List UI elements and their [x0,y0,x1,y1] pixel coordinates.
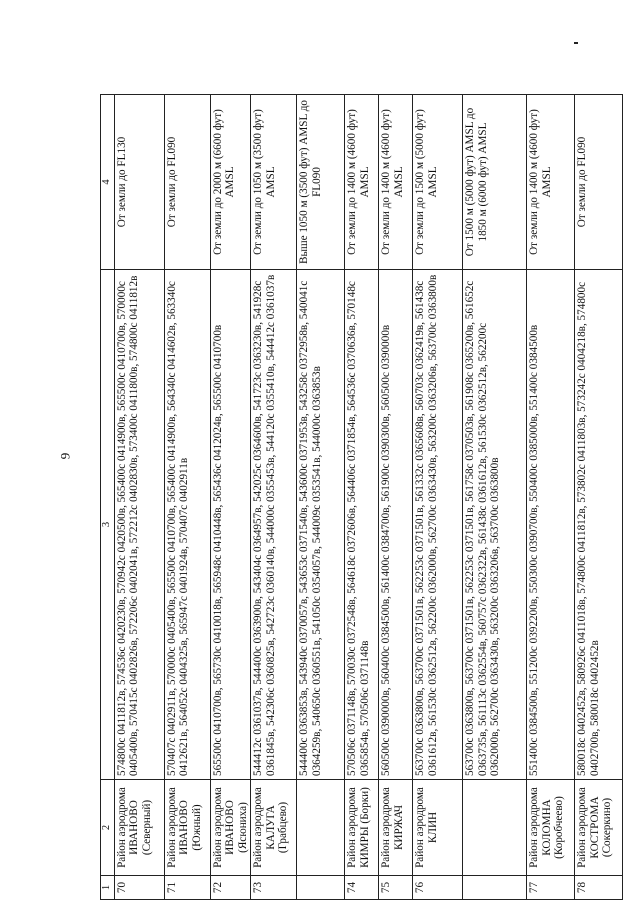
row-number [463,876,527,900]
row-number: 71 [164,876,210,900]
altitude-limits: От земли до FL090 [575,95,623,270]
aerodrome-name: Район аэродрома КИМРЫ (Борки) [345,780,379,876]
row-number: 77 [527,876,575,900]
header-cell: 1 [101,876,115,900]
table-row [114,95,164,900]
aerodrome-name: Район аэродрома КОСТРОМА (Сокеркино) [575,780,623,876]
table-row [575,95,623,900]
table-row [251,95,297,900]
altitude-limits: От земли до FL090 [164,95,210,270]
table-row [527,95,575,900]
table-row [210,95,251,900]
altitude-limits: От земли до 1500 м (5000 фут) AMSL [413,95,463,270]
airspace-table [100,94,623,900]
row-number: 75 [379,876,413,900]
aerodrome-name: Район аэродрома ИВАНОВО (Северный) [114,780,164,876]
boundary-coordinates: 570407с 0402911в, 570000с 0405400в, 565500с 0410700в, 565400с 0414900в, 564340с 0414602в, 563340с 0412621в, 564052с 0404325в, 565947с 0401924в, 570407с 0402911в [164,270,210,780]
row-number: 72 [210,876,251,900]
aerodrome-name [463,780,527,876]
boundary-coordinates: 570506с 0371148в, 570030с 0372548в, 564618с 0372606в, 564406с 0371854в, 564536с 0370636в, 570148с 0365854в, 570506с 0371148в [345,270,379,780]
table-row [463,95,527,900]
row-number: 76 [413,876,463,900]
aerodrome-name: Район аэродрома ИВАНОВО (Ясюниха) [210,780,251,876]
altitude-limits: От земли до 1400 м (4600 фут) AMSL [345,95,379,270]
altitude-limits: Выше 1050 м (3500 фут) AMSL до FL090 [297,95,345,270]
row-number [297,876,345,900]
boundary-coordinates: 560500с 0390000в, 560400с 0384500в, 561400с 0384700в, 561900с 0390300в, 560500с 0390000в [379,270,413,780]
row-number: 73 [251,876,297,900]
boundary-coordinates: 563700с 0363800в, 563700с 0371501в, 562253с 0371501в, 561332с 0365608в, 560703с 0362419в, 561438с 0361612в, 561530с 0362512в, 562200с 0362000в, 562700с 0363430в, 563200с 0363206в, 563700с 0363800в [413,270,463,780]
altitude-limits: От земли до FL130 [114,95,164,270]
aerodrome-name: Район аэродрома ИВАНОВО (Южный) [164,780,210,876]
altitude-limits: От земли до 2000 м (6600 фут) AMSL [210,95,251,270]
table-row [297,95,345,900]
page-number: 9 [57,452,73,460]
table-row [379,95,413,900]
boundary-coordinates: 563700с 0363800в, 563700с 0371501в, 562253с 0371501в, 561758с 0370503в, 561908с 0365200в, 561652с 0363735в, 561113с 0362554в, 560757с 0362322в, 561438с 0361612в, 561530с 0362512в, 562200с 0362000в, 562700с 0363430в, 563200с 0363206в, 563700с 0363800в [463,270,527,780]
boundary-coordinates: 574800с 0411812в, 574536с 0420230в, 570942с 0420500в, 565400с 0414900в, 565500с 0410700в, 570000с 0405400в, 570415с 0402826в, 572206с 0402041в, 572212с 0402830в, 573400с 0411800в, 574800с 0411812в [114,270,164,780]
aerodrome-name: Район аэродрома КИРЖАЧ [379,780,413,876]
table-row [345,95,379,900]
row-number: 70 [114,876,164,900]
airspace-table-sheet [100,95,613,900]
row-number: 74 [345,876,379,900]
boundary-coordinates: 551400с 0384500в, 551200с 0392200в, 550300с 0390700в, 550400с 0385000в, 551400с 0384500в [527,270,575,780]
aerodrome-name: Район аэродрома КАЛУГА (Грабцево) [251,780,297,876]
aerodrome-name: Район аэродрома КОЛОМНА (Коробчеево) [527,780,575,876]
boundary-coordinates: 544400с 0363853в, 543940с 0370057в, 543653с 0371540в, 543600с 0371953в, 543258с 0372958в, 540041с 0364259в, 540650с 0360551в, 541050с 0354057в, 544009с 0353541в, 544000с 0363853в [297,270,345,780]
header-row [101,95,115,900]
table-row [164,95,210,900]
boundary-coordinates: 580018с 0402452в, 580926с 0411018в, 574800с 0411812в, 573802с 0411803в, 573242с 0404218в, 574800с 0402700в, 580018с 0402452в [575,270,623,780]
header-cell: 3 [101,270,115,780]
altitude-limits: От 1500 м (5000 фут) AMSL до 1850 м (6000 фут) AMSL [463,95,527,270]
scan-mark [574,42,578,44]
altitude-limits: От земли до 1050 м (3500 фут) AMSL [251,95,297,270]
aerodrome-name [297,780,345,876]
row-number: 78 [575,876,623,900]
header-cell: 4 [101,95,115,270]
altitude-limits: От земли до 1400 м (4600 фут) AMSL [527,95,575,270]
aerodrome-name: Район аэродрома КЛИН [413,780,463,876]
boundary-coordinates: 544412с 0361037в, 544400с 0363900в, 543404с 0364957в, 542025с 0364600в, 541723с 0363230в, 541928с 0361845в, 542306с 0360825в, 542723с 0360140в, 544000с 0355453в, 544120с 0355410в, 544412с 0361037в [251,270,297,780]
header-cell: 2 [101,780,115,876]
table-row [413,95,463,900]
boundary-coordinates: 565500с 0410700в, 565730с 0410018в, 565948с 0410448в, 565436с 0412024в, 565500с 0410700в [210,270,251,780]
altitude-limits: От земли до 1400 м (4600 фут) AMSL [379,95,413,270]
